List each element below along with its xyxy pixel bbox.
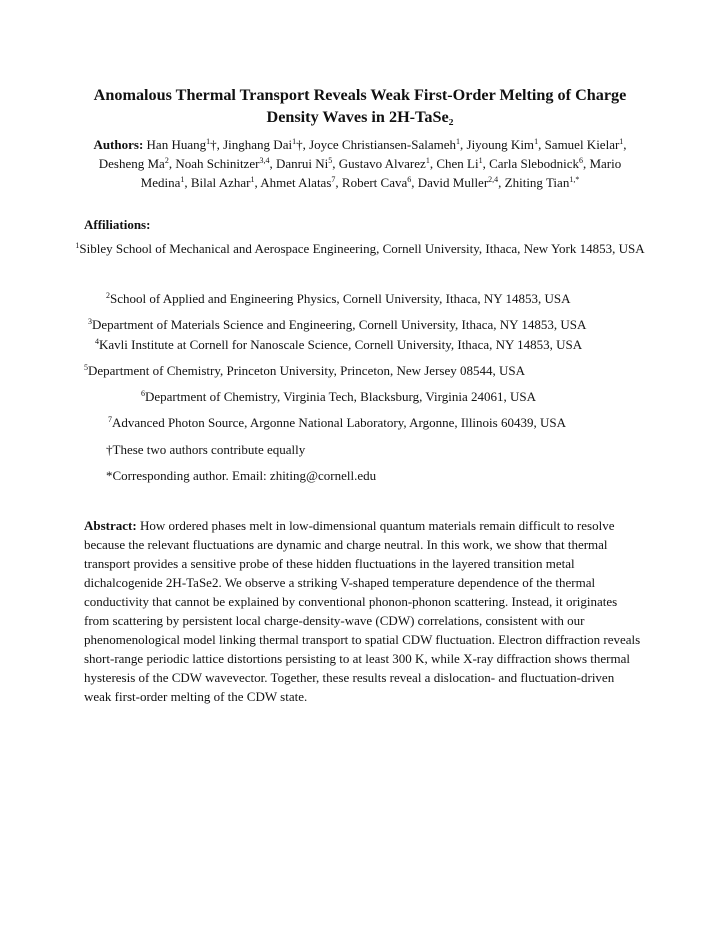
- affiliation-text: Sibley School of Mechanical and Aerospace Engineering, Cornell University, Ithaca, New York 14853, USA: [79, 241, 645, 256]
- affiliation-5: [84, 362, 525, 380]
- author-affiliation-sup: 2,4: [488, 175, 499, 184]
- affiliation-number: 5: [84, 363, 88, 372]
- affiliation-text: School of Applied and Engineering Physics, Cornell University, Ithaca, NY 14853, USA: [110, 291, 571, 306]
- affiliation-number: 6: [141, 389, 145, 398]
- author-affiliation-sup: 3,4: [259, 156, 270, 165]
- affiliation-number: 4: [95, 337, 99, 346]
- author-name: Han Huang$^1$†: [146, 137, 217, 152]
- author-name: Bilal Azhar$^1$: [190, 175, 255, 190]
- author-name: Mario Medina$^1$: [140, 156, 622, 190]
- author-affiliation-sup: 7: [331, 175, 336, 184]
- affiliation-text: Department of Materials Science and Engineering, Cornell University, Ithaca, NY 14853, USA: [92, 317, 587, 332]
- author-affiliation-sup: 1: [619, 137, 624, 146]
- author-name: Chen Li$^1$: [436, 156, 483, 171]
- author-affiliation-sup: 1: [292, 137, 297, 146]
- affiliation-number: 2: [106, 291, 110, 300]
- author-name: Noah Schinitzer$^{3,4}$: [175, 156, 270, 171]
- author-name: Robert Cava$^6$: [341, 175, 412, 190]
- author-name: Joyce Christiansen-Salameh$^1$: [309, 137, 461, 152]
- author-names: Han Huang$^1$†, Jinghang Dai$^1$†, Joyce Christiansen-Salameh$^1$, Jiyoung Kim$^1$, Samuel Kielar$^1$, Desheng Ma$^2$, Noah Schinitzer$^{3,4}$, Danrui Ni$^5$, Gustavo Alvarez$^1$, Chen Li$^1$, Carla Slebodnick$^6$, Mario Medina$^1$, Bilal Azhar$^1$, Ahmet Alatas$^7$, Robert Cava$^6$, David Muller$^{2,4}$, Zhiting Tian$^{1,*}$: [98, 137, 627, 190]
- affiliation-number: 1: [75, 241, 80, 250]
- affiliation-text: Advanced Photon Source, Argonne National Laboratory, Argonne, Illinois 60439, USA: [112, 415, 566, 430]
- affiliation-text: Department of Chemistry, Princeton University, Princeton, New Jersey 08544, USA: [88, 363, 525, 378]
- author-name: Jiyoung Kim$^1$: [466, 137, 539, 152]
- affiliation-6: [141, 388, 536, 406]
- author-affiliation-sup: 1: [478, 156, 483, 165]
- affiliations-heading: Affiliations:: [84, 217, 151, 232]
- affiliation-3: [88, 316, 586, 334]
- author-affiliation-sup: 1: [206, 137, 211, 146]
- author-name: Jinghang Dai$^1$†: [223, 137, 303, 152]
- author-affiliation-sup: 5: [328, 156, 333, 165]
- abstract-text: How ordered phases melt in low-dimensional quantum materials remain difficult to resolve because the relevant fluctuations are dynamic and charge neutral. In this work, we show that thermal transport provides a sensitive probe of these hidden fluctuations in the layered transition metal dichalcogenide 2H-TaSe2. We observe a striking V-shaped temperature dependence of the thermal conductivity that cannot be explained by conventional phonon-phonon scattering. Instead, it originates from scattering by persistent local charge-density-wave (CDW) correlations, consistent with our phenomenological model linking thermal transport to spatial CDW fluctuation. Electron diffraction reveals short-range periodic lattice distortions persisting to at least 300 K, while X-ray diffraction shows thermal hysteresis of the CDW wavevector. Together, these results reveal a dislocation- and fluctuation-driven weak first-order melting of the CDW state.: [84, 518, 641, 704]
- author-name: David Muller$^{2,4}$: [417, 175, 499, 190]
- abstract-label: Abstract:: [84, 518, 137, 533]
- affiliation-text: Department of Chemistry, Virginia Tech, Blacksburg, Virginia 24061, USA: [145, 389, 536, 404]
- equal-contribution-note: †These two authors contribute equally: [106, 442, 306, 457]
- author-name: Gustavo Alvarez$^1$: [338, 156, 430, 171]
- affiliation-7: [108, 414, 566, 432]
- affiliation-2: [106, 290, 570, 308]
- authors-label: Authors:: [93, 137, 144, 152]
- author-name: Ahmet Alatas$^7$: [260, 175, 336, 190]
- affiliation-number: 3: [88, 317, 92, 326]
- author-affiliation-sup: 1: [456, 137, 461, 146]
- author-affiliation-sup: 1: [425, 156, 430, 165]
- author-affiliation-sup: 6: [407, 175, 412, 184]
- author-affiliation-sup: 2: [164, 156, 169, 165]
- affiliation-4: [95, 336, 582, 354]
- abstract: [84, 516, 644, 706]
- author-affiliation-sup: 1: [534, 137, 539, 146]
- author-affiliation-sup: 6: [578, 156, 583, 165]
- affiliation-number: 7: [108, 415, 112, 424]
- author-name: Samuel Kielar$^1$: [544, 137, 624, 152]
- author-list: [80, 135, 640, 192]
- affiliation-text: Kavli Institute at Cornell for Nanoscale Science, Cornell University, Ithaca, NY 14853, USA: [99, 337, 583, 352]
- author-name: Desheng Ma$^2$: [98, 156, 169, 171]
- affiliation-1: [60, 240, 660, 258]
- author-affiliation-sup: 1: [180, 175, 185, 184]
- paper-title: Anomalous Thermal Transport Reveals Weak First-Order Melting of Charge Density Waves in 2H-TaSe₂: [93, 86, 627, 126]
- author-affiliation-sup: 1,*: [569, 175, 580, 184]
- corresponding-author-note: *Corresponding author. Email: zhiting@cornell.edu: [106, 468, 377, 483]
- author-name: Carla Slebodnick$^6$: [489, 156, 583, 171]
- author-name: Zhiting Tian$^{1,*}$: [504, 175, 580, 190]
- author-name: Danrui Ni$^5$: [275, 156, 333, 171]
- author-affiliation-sup: 1: [250, 175, 255, 184]
